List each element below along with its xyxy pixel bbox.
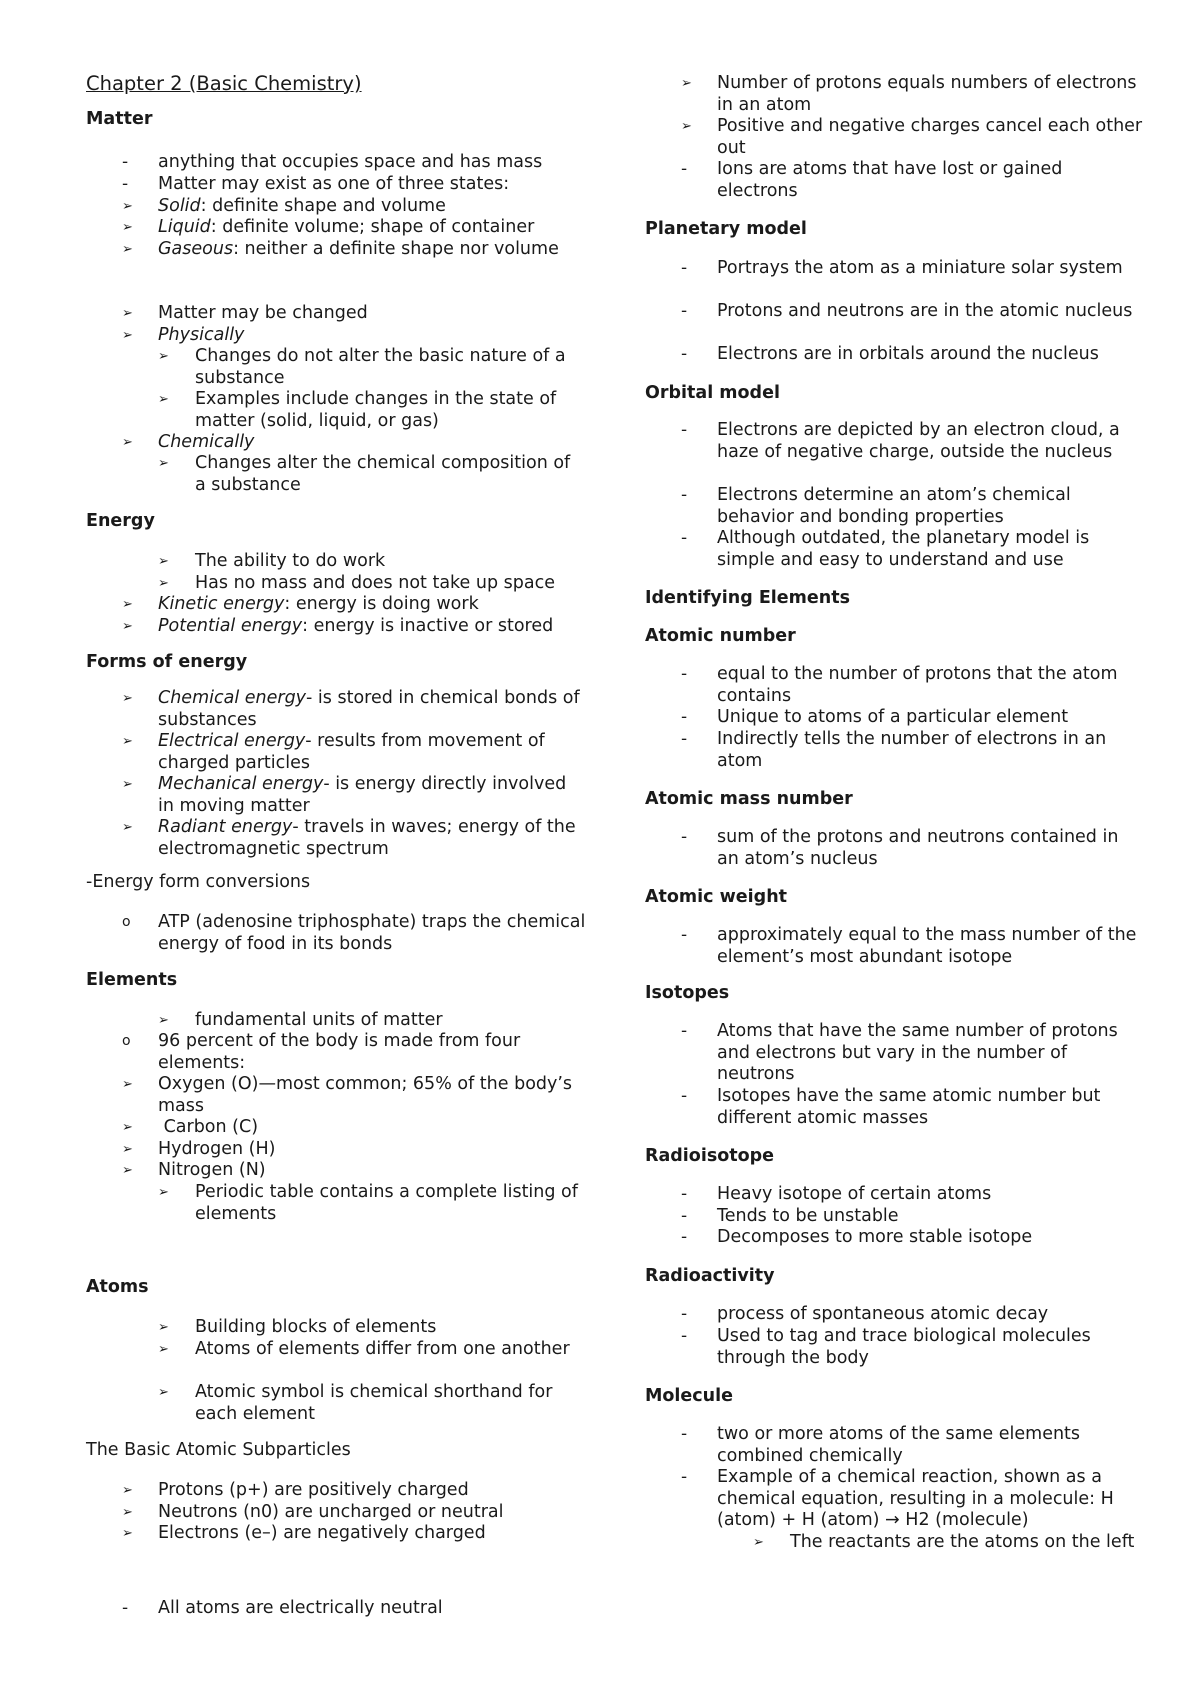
energy-heading: Energy — [86, 511, 155, 531]
chapter-title: Chapter 2 (Basic Chemistry) — [86, 72, 362, 95]
isotopes-heading: Isotopes — [645, 983, 730, 1003]
orbital-heading: Orbital model — [645, 383, 780, 403]
radioactivity-heading: Radioactivity — [645, 1266, 775, 1286]
conversions-heading: -Energy form conversions — [86, 872, 311, 892]
matter-heading: Matter — [86, 109, 153, 129]
identifying-heading: Identifying Elements — [645, 588, 850, 608]
forms-heading: Forms of energy — [86, 652, 248, 672]
atomic-number-heading: Atomic number — [645, 626, 796, 646]
subparticles-heading: The Basic Atomic Subparticles — [86, 1440, 351, 1460]
planetary-heading: Planetary model — [645, 219, 807, 239]
mass-number-heading: Atomic mass number — [645, 789, 853, 809]
radioisotope-heading: Radioisotope — [645, 1146, 775, 1166]
molecule-heading: Molecule — [645, 1386, 734, 1406]
atoms-heading: Atoms — [86, 1277, 149, 1297]
elements-heading: Elements — [86, 970, 178, 990]
atomic-weight-heading: Atomic weight — [645, 887, 788, 907]
